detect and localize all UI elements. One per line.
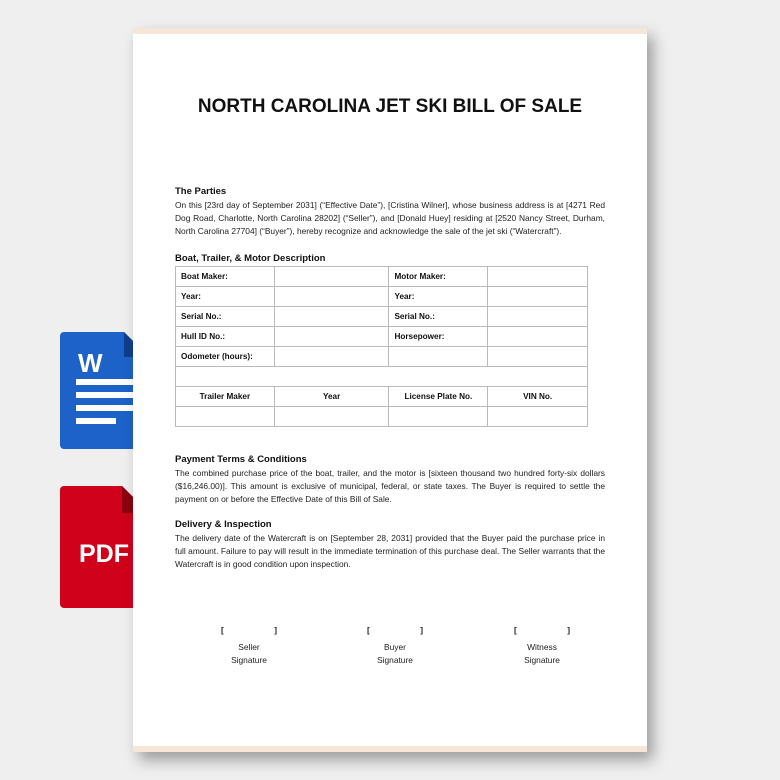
label: Serial No.: — [176, 307, 275, 327]
empty-cell — [389, 347, 488, 367]
buyer-signature[interactable] — [355, 624, 435, 667]
trailer-maker-field[interactable] — [176, 407, 275, 427]
empty-cell — [488, 347, 588, 367]
hull-id-field[interactable] — [274, 327, 389, 347]
odometer-field[interactable] — [274, 347, 389, 367]
boat-maker-field[interactable] — [274, 267, 389, 287]
signature-label: Signature — [377, 655, 413, 665]
motor-maker-field[interactable] — [488, 267, 588, 287]
bracket: [ — [221, 625, 224, 635]
horsepower-field[interactable] — [488, 327, 588, 347]
boat-year-field[interactable] — [274, 287, 389, 307]
svg-text:W: W — [78, 348, 103, 378]
witness-signature[interactable] — [502, 624, 582, 667]
label: Odometer (hours): — [176, 347, 275, 367]
label: Boat Maker: — [176, 267, 275, 287]
bracket: [ — [514, 625, 517, 635]
label: Horsepower: — [389, 327, 488, 347]
top-band — [133, 28, 647, 34]
trailer-year-field[interactable] — [274, 407, 389, 427]
delivery-text: The delivery date of the Watercraft is on [September 28, 2031] provided that the Buyer paid the purchase price in full amount. Failure to pay will result in the immediate termination of this purchase deal. The Seller warrants that the Watercraft is in good condition upon inspection. — [175, 533, 605, 569]
vin-field[interactable] — [488, 407, 588, 427]
parties-heading: The Parties — [175, 186, 227, 197]
payment-text: The combined purchase price of the boat, trailer, and the motor is [sixteen thousand two hundred forty-six dollars ($16,246.00)]. This amount is exclusive of municipal, federal, or state taxes. The Buyer is required to settle the payment on or before the Effective Date of this Bill of Sale. — [175, 468, 605, 504]
bracket: ] — [420, 625, 423, 635]
label: Hull ID No.: — [176, 327, 275, 347]
svg-text:PDF: PDF — [79, 540, 129, 568]
boat-serial-field[interactable] — [274, 307, 389, 327]
bottom-band — [133, 746, 647, 752]
label: Serial No.: — [389, 307, 488, 327]
motor-serial-field[interactable] — [488, 307, 588, 327]
bracket: ] — [567, 625, 570, 635]
parties-text: On this [23rd day of September 2031] (“Effective Date”), [Cristina Wilner], whose business address is at [4271 Red Dog Road, Charlotte, North Carolina 28202] (“Seller”), and [Donald Huey] residing at [2520 Nancy Street, Durham, North Carolina 27704] (“Buyer”), hereby recognize and acknowledge the sale of the jet ski (“Watercraft”). — [175, 200, 605, 236]
label: Motor Maker: — [389, 267, 488, 287]
signature-role: Seller — [238, 642, 260, 652]
column-header: VIN No. — [488, 387, 588, 407]
document-page — [133, 28, 647, 752]
label: Year: — [389, 287, 488, 307]
license-plate-field[interactable] — [389, 407, 488, 427]
spacer-row — [176, 367, 588, 387]
description-heading: Boat, Trailer, & Motor Description — [175, 253, 326, 264]
signature-role: Witness — [527, 642, 557, 652]
delivery-heading: Delivery & Inspection — [175, 519, 272, 530]
payment-heading: Payment Terms & Conditions — [175, 454, 307, 465]
signature-role: Buyer — [384, 642, 406, 652]
label: Year: — [176, 287, 275, 307]
signature-label: Signature — [231, 655, 267, 665]
motor-year-field[interactable] — [488, 287, 588, 307]
document-title: NORTH CAROLINA JET SKI BILL OF SALE — [197, 96, 583, 117]
signature-label: Signature — [524, 655, 560, 665]
bracket: [ — [367, 625, 370, 635]
bracket: ] — [274, 625, 277, 635]
description-table — [175, 266, 588, 427]
column-header: Trailer Maker — [176, 387, 275, 407]
column-header: Year — [274, 387, 389, 407]
seller-signature[interactable] — [209, 624, 289, 667]
column-header: License Plate No. — [389, 387, 488, 407]
